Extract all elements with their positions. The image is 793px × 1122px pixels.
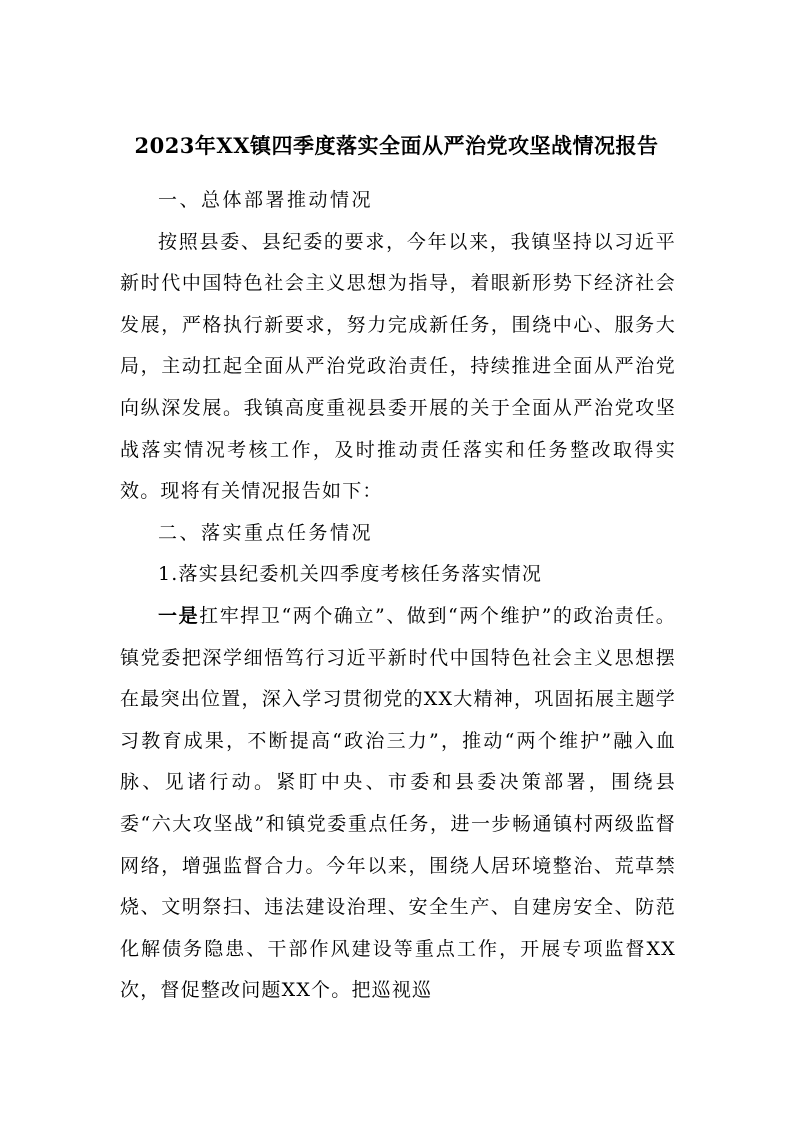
paragraph-2: [120, 596, 676, 1012]
paragraph-2-text: 扛牢捍卫“两个确立”、做到“两个维护”的政治责任。镇党委把深学细悟笃行习近平新时代中国特色社会主义思想摆在最突出位置，深入学习贯彻党的XX大精神，巩固拓展主题学习教育成果，不断提高“政治三力”，推动“两个维护”融入血脉、见诸行动。紧盯中央、市委和县委决策部署，围绕县委“六大攻坚战”和镇党委重点任务，进一步畅通镇村两级监督网络，增强监督合力。今年以来，围绕人居环境整治、荒草禁烧、文明祭扫、违法建设治理、安全生产、自建房安全、防范化解债务隐患、干部作风建设等重点工作，开展专项监督XX次，督促整改问题XX个。把巡视巡: [120, 604, 676, 1002]
paragraph-2-lead: 一是: [158, 604, 200, 627]
section-heading-1: 一、总体部署推动情况: [158, 189, 374, 211]
subsection-heading-1: 1.落实县纪委机关四季度考核任务落实情况: [158, 563, 543, 586]
document-title: 2023年XX镇四季度落实全面从严治党攻坚战情况报告: [134, 133, 659, 158]
section-heading-2: 二、落实重点任务情况: [158, 521, 374, 544]
document-body: [120, 180, 676, 1012]
paragraph-1: 按照县委、县纪委的要求，今年以来，我镇坚持以习近平新时代中国特色社会主义思想为指导，着眼新形势下经济社会发展，严格执行新要求，努力完成新任务，围绕中心、服务大局，主动扛起全面从严治党政治责任，持续推进全面从严治党向纵深发展。我镇高度重视县委开展的关于全面从严治党攻坚战落实情况考核工作，及时推动责任落实和任务整改取得实效。现将有关情况报告如下：: [120, 230, 676, 503]
